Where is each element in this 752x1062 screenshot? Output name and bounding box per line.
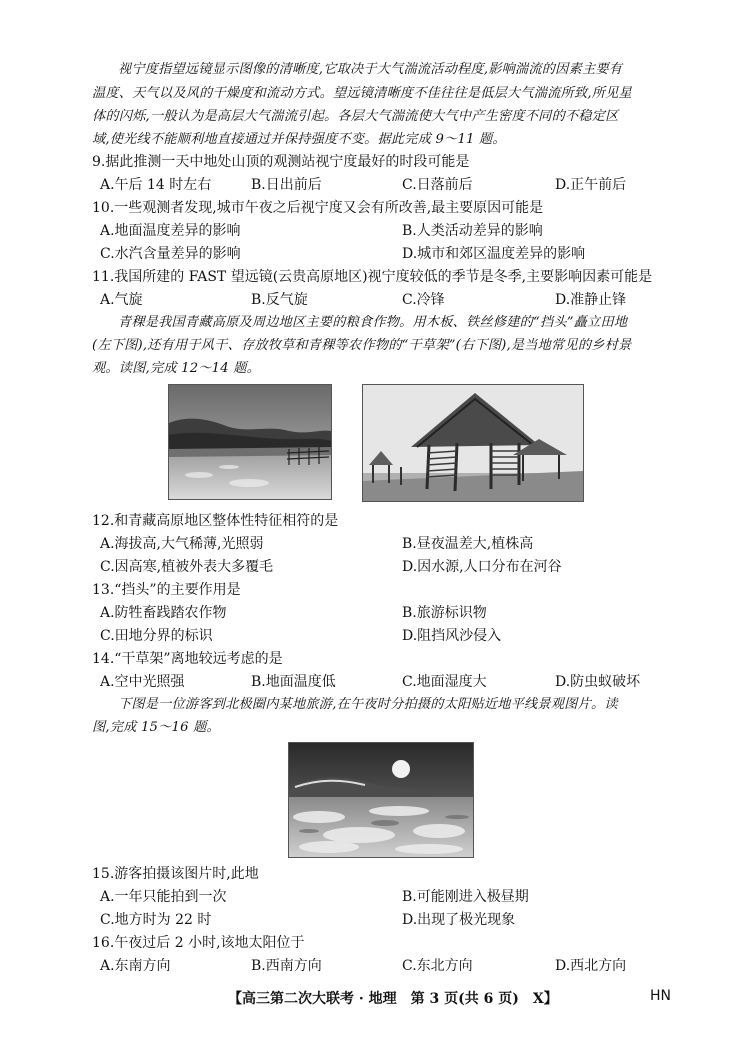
q9-option-d: D.正午前后 bbox=[555, 177, 627, 193]
q14-stem: 14.“干草架”离地较远考虑的是 bbox=[92, 651, 283, 667]
q14-option-c: C.地面湿度大 bbox=[402, 674, 487, 690]
q9-option-a: A.午后 14 时左右 bbox=[100, 177, 212, 193]
passage2-line-2: (左下图),还有用于风干、存放牧草和青稞等农作物的“干草架”(右下图),是当地常见的乡村景 bbox=[92, 338, 632, 353]
q13-option-d: D.阻挡风沙侵入 bbox=[402, 628, 502, 644]
q10-option-d: D.城市和郊区温度差异的影响 bbox=[402, 246, 586, 262]
q10-stem: 10.一些观测者发现,城市午夜之后视宁度又会有所改善,最主要原因可能是 bbox=[92, 200, 544, 216]
passage2-line-1: 青稞是我国青藏高原及周边地区主要的粮食作物。用木板、铁丝修建的“挡头”矗立田地 bbox=[118, 315, 628, 330]
q11-option-b: B.反气旋 bbox=[251, 292, 308, 308]
q10-option-c: C.水汽含量差异的影响 bbox=[100, 246, 241, 262]
passage3-line-2: 图,完成 15～16 题。 bbox=[92, 720, 220, 735]
field-barrier-image bbox=[169, 385, 331, 499]
q14-option-d: D.防虫蚁破坏 bbox=[555, 674, 641, 690]
photo-midnight-sun bbox=[288, 742, 474, 858]
q9-option-c: C.日落前后 bbox=[402, 177, 473, 193]
passage1-line-1: 视宁度指望远镜显示图像的清晰度,它取决于大气湍流活动程度,影响湍流的因素主要有 bbox=[118, 62, 623, 77]
q16-option-a: A.东南方向 bbox=[100, 958, 171, 974]
q15-option-b: B.可能刚进入极昼期 bbox=[402, 889, 529, 905]
q14-option-a: A.空中光照强 bbox=[100, 674, 185, 690]
passage1-line-4: 域,使光线不能顺利地直接通过并保持强度不变。据此完成 9～11 题。 bbox=[92, 132, 506, 147]
q16-option-b: B.西南方向 bbox=[251, 958, 322, 974]
q11-option-c: C.冷锋 bbox=[402, 292, 445, 308]
q12-option-b: B.昼夜温差大,植株高 bbox=[402, 536, 534, 552]
exam-region-code: HN bbox=[650, 988, 671, 1004]
q12-option-d: D.因水源,人口分布在河谷 bbox=[402, 559, 562, 575]
midnight-sun-image bbox=[289, 743, 473, 857]
q16-option-d: D.西北方向 bbox=[555, 958, 627, 974]
q12-option-a: A.海拔高,大气稀薄,光照弱 bbox=[100, 536, 264, 552]
hay-rack-image bbox=[363, 385, 583, 501]
q15-stem: 15.游客拍摄该图片时,此地 bbox=[92, 866, 259, 882]
photo-hay-rack bbox=[362, 384, 584, 502]
q12-stem: 12.和青藏高原地区整体性特征相符的是 bbox=[92, 513, 339, 529]
q16-option-c: C.东北方向 bbox=[402, 958, 473, 974]
passage2-line-3: 观。读图,完成 12～14 题。 bbox=[92, 361, 261, 376]
q9-option-b: B.日出前后 bbox=[251, 177, 322, 193]
page-footer: 【高三第二次大联考 · 地理 第 3 页(共 6 页) X】 bbox=[228, 991, 558, 1007]
q11-option-a: A.气旋 bbox=[100, 292, 143, 308]
q11-stem: 11.我国所建的 FAST 望远镜(云贵高原地区)视宁度较低的季节是冬季,主要影响因素可能是 bbox=[92, 269, 653, 285]
q14-option-b: B.地面温度低 bbox=[251, 674, 336, 690]
q16-stem: 16.午夜过后 2 小时,该地太阳位于 bbox=[92, 935, 305, 951]
photo-field-barrier bbox=[168, 384, 332, 500]
q11-option-d: D.准静止锋 bbox=[555, 292, 627, 308]
q15-option-d: D.出现了极光现象 bbox=[402, 912, 516, 928]
q13-option-b: B.旅游标识物 bbox=[402, 605, 487, 621]
q12-option-c: C.因高寒,植被外表大多覆毛 bbox=[100, 559, 274, 575]
q10-option-a: A.地面温度差异的影响 bbox=[100, 223, 241, 239]
q13-option-a: A.防牲畜践踏农作物 bbox=[100, 605, 227, 621]
q9-stem: 9.据此推测一天中地处山顶的观测站视宁度最好的时段可能是 bbox=[92, 154, 470, 170]
passage3-line-1: 下图是一位游客到北极圈内某地旅游,在午夜时分拍摄的太阳贴近地平线景观图片。读 bbox=[118, 697, 618, 712]
q13-option-c: C.田地分界的标识 bbox=[100, 628, 213, 644]
q10-option-b: B.人类活动差异的影响 bbox=[402, 223, 543, 239]
passage1-line-2: 温度、天气以及风的干燥度和流动方式。望远镜清晰度不佳往往是低层大气湍流所致,所见星 bbox=[92, 86, 632, 101]
q13-stem: 13.“挡头”的主要作用是 bbox=[92, 582, 241, 598]
q15-option-a: A.一年只能拍到一次 bbox=[100, 889, 227, 905]
q15-option-c: C.地方时为 22 时 bbox=[100, 912, 212, 928]
passage1-line-3: 体的闪烁,一般认为是高层大气湍流引起。各层大气湍流使大气中产生密度不同的不稳定区 bbox=[92, 109, 619, 124]
